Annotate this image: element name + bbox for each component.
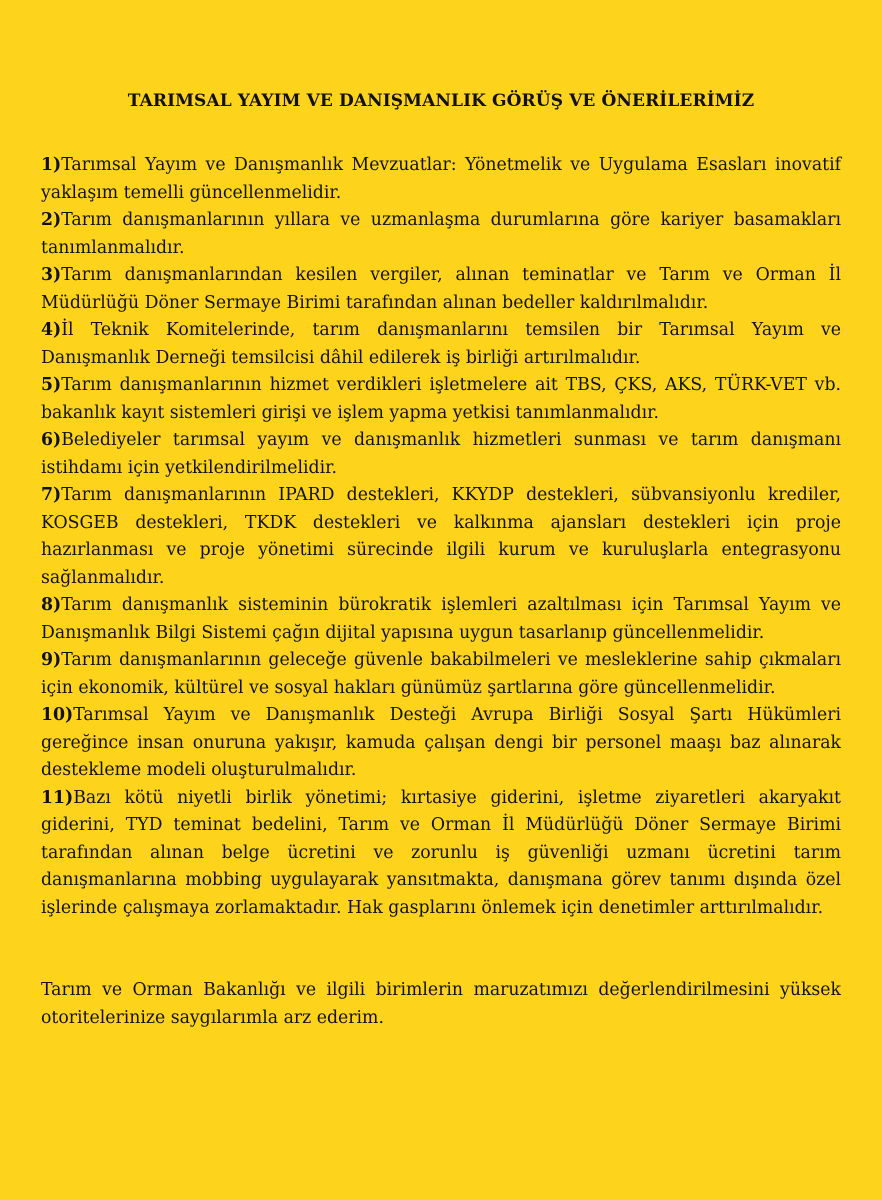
item-text: Bazı kötü niyetli birlik yönetimi; kırtasiye giderini, işletme ziyaretleri akaryakıt giderini, TYD teminat bedelini, Tarım ve Orman İl Müdürlüğü Döner Sermaye Birimi tarafından alınan belge ücretini ve zorunlu iş güvenliği uzmanı ücretini tarım danışmanlarına mobbing uygulayarak yansıtmakta, danışmana görev tanımı dışında özel işlerinde çalışmaya zorlamaktadır. Hak gasplarını önlemek için denetimler arttırılmalıdır.: [41, 787, 841, 918]
item-text: Tarım danışmanlarından kesilen vergiler, alınan teminatlar ve Tarım ve Orman İl Müdürlüğü Döner Sermaye Birimi tarafından alınan bedeller kaldırılmalıdır.: [41, 265, 841, 313]
list-item: [41, 427, 841, 482]
list-item: [41, 702, 841, 785]
item-text: Tarım danışmanlarının IPARD destekleri, KKYDP destekleri, sübvansiyonlu krediler, KOSGEB destekleri, TKDK destekleri ve kalkınma ajansları destekleri için proje hazırlanması ve proje yönetimi sürecinde ilgili kurum ve kuruluşlarla entegrasyonu sağlanmalıdır.: [41, 485, 841, 588]
item-number: 9): [41, 650, 62, 670]
item-text: Tarım danışmanlık sisteminin bürokratik işlemleri azaltılması için Tarımsal Yayım ve Danışmanlık Bilgi Sistemi çağın dijital yapısına uygun tasarlanıp güncellenmelidir.: [41, 595, 841, 643]
document-title: TARIMSAL YAYIM VE DANIŞMANLIK GÖRÜŞ VE ÖNERİLERİMİZ: [127, 91, 755, 111]
item-text: Tarımsal Yayım ve Danışmanlık Desteği Avrupa Birliği Sosyal Şartı Hükümleri gereğince insan onuruna yakışır, kamuda çalışan dengi bir personel maaşı baz alınarak destekleme modeli oluşturulmalıdır.: [41, 705, 841, 780]
list-item: [41, 647, 841, 702]
item-text: Tarım danışmanlarının geleceğe güvenle bakabilmeleri ve mesleklerine sahip çıkmaları için ekonomik, kültürel ve sosyal hakları günümüz şartlarına göre güncellenmelidir.: [41, 650, 841, 698]
document-page: [41, 88, 841, 1032]
item-text: Tarım danışmanlarının hizmet verdikleri işletmelere ait TBS, ÇKS, AKS, TÜRK-VET vb. bakanlık kayıt sistemleri girişi ve işlem yapma yetkisi tanımlanmalıdır.: [41, 375, 841, 423]
item-number: 3): [41, 265, 62, 285]
list-item: [41, 482, 841, 592]
item-number: 10): [41, 705, 74, 725]
item-number: 11): [41, 787, 74, 808]
item-number: 4): [41, 320, 62, 340]
item-number: 8): [41, 595, 62, 615]
item-number: 2): [41, 210, 62, 230]
item-number: 5): [41, 375, 62, 395]
item-text: Tarımsal Yayım ve Danışmanlık Mevzuatlar: Yönetmelik ve Uygulama Esasları inovatif yaklaşım temelli güncellenmelidir.: [41, 155, 841, 203]
item-number: 1): [41, 155, 62, 175]
list-item: [41, 262, 841, 317]
list-item: [41, 207, 841, 262]
list-item: [41, 592, 841, 647]
list-item: [41, 152, 841, 207]
closing-paragraph: Tarım ve Orman Bakanlığı ve ilgili birimlerin maruzatımızı değerlendirilmesini yüksek otoritelerinize saygılarımla arz ederim.: [41, 980, 841, 1028]
item-text: Belediyeler tarımsal yayım ve danışmanlık hizmetleri sunması ve tarım danışmanı istihdamı için yetkilendirilmelidir.: [41, 430, 841, 478]
item-number: 7): [41, 485, 62, 505]
list-item: [41, 317, 841, 372]
item-text: İl Teknik Komitelerinde, tarım danışmanlarını temsilen bir Tarımsal Yayım ve Danışmanlık Derneği temsilcisi dâhil edilerek iş birliği artırılmalıdır.: [41, 320, 841, 368]
list-item: [41, 785, 841, 923]
recommendation-list: [41, 152, 841, 922]
item-text: Tarım danışmanlarının yıllara ve uzmanlaşma durumlarına göre kariyer basamakları tanımlanmalıdır.: [41, 210, 841, 258]
list-item: [41, 372, 841, 427]
item-number: 6): [41, 430, 62, 450]
